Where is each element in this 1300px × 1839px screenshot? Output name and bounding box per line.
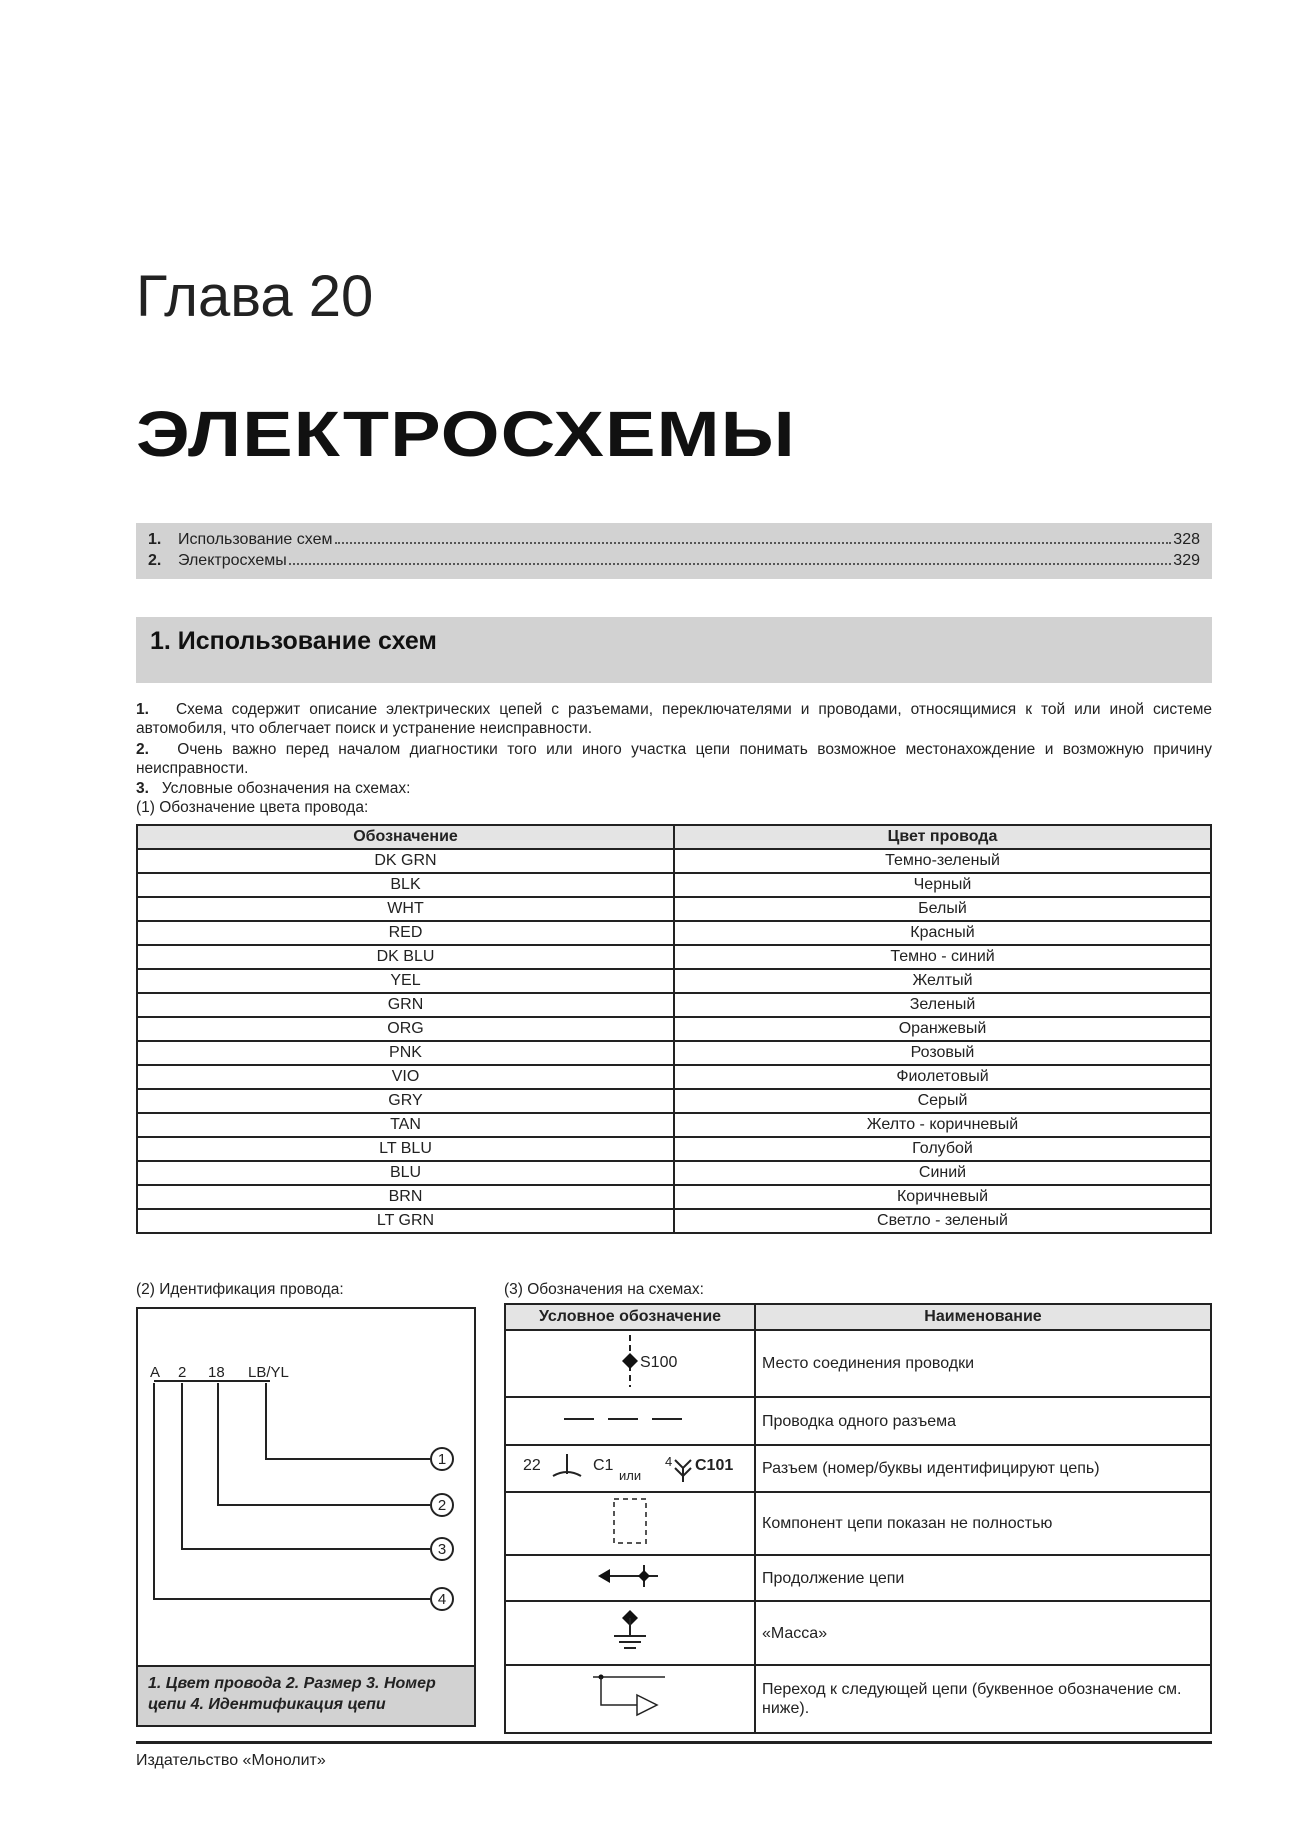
partial-component-symbol	[505, 1492, 755, 1555]
toc-page: 328	[1173, 531, 1200, 548]
wire-code-cell: YEL	[137, 969, 674, 993]
wire-code-cell: GRY	[137, 1089, 674, 1113]
table-row	[505, 1601, 1211, 1665]
symbol-name: Компонент цепи показан не полностью	[755, 1492, 1211, 1555]
wire-code-circuit: 18	[208, 1364, 225, 1381]
wire-code-cell: PNK	[137, 1041, 674, 1065]
wire-color-cell: Красный	[674, 921, 1211, 945]
ground-icon	[600, 1606, 660, 1656]
table-row	[137, 849, 1211, 873]
color-table-caption: (1) Обозначение цвета провода:	[136, 799, 369, 816]
footer-divider	[136, 1741, 1212, 1744]
table-row	[137, 1185, 1211, 1209]
wire-id-caption: (2) Идентификация провода:	[136, 1281, 344, 1298]
table-row	[137, 993, 1211, 1017]
single-connector-symbol	[505, 1397, 755, 1445]
table-row	[137, 945, 1211, 969]
table-row	[137, 1113, 1211, 1137]
transition-arrow-icon	[585, 1669, 675, 1725]
table-row	[505, 1445, 1211, 1492]
wire-code-cell: BLK	[137, 873, 674, 897]
table-row	[505, 1397, 1211, 1445]
table-row	[137, 1017, 1211, 1041]
wire-code-cell: DK GRN	[137, 849, 674, 873]
wire-code-cell: ORG	[137, 1017, 674, 1041]
paragraph-number: 2.	[136, 741, 149, 758]
table-row	[137, 1209, 1211, 1233]
wire-color-cell: Темно-зеленый	[674, 849, 1211, 873]
column-header: Наименование	[755, 1304, 1211, 1330]
column-header: Обозначение	[137, 825, 674, 849]
table-row	[137, 1161, 1211, 1185]
wire-code-cell: DK BLU	[137, 945, 674, 969]
wire-code-cell: RED	[137, 921, 674, 945]
wire-color-cell: Серый	[674, 1089, 1211, 1113]
wire-color-cell: Фиолетовый	[674, 1065, 1211, 1089]
table-row	[137, 921, 1211, 945]
wire-color-table	[136, 824, 1212, 1234]
publisher: Издательство «Монолит»	[136, 1752, 326, 1769]
symbol-name: Продолжение цепи	[755, 1555, 1211, 1601]
connector-symbol	[505, 1445, 755, 1492]
marker-2: 2	[437, 1497, 447, 1514]
symbol-name: «Масса»	[755, 1601, 1211, 1665]
paragraph-text: Схема содержит описание электрических цепей с разъемами, переключателями и проводами, относящимися к той или иной системе автомобиля, что облегчает поиск и устранение неисправности.	[136, 701, 1213, 737]
marker-3: 3	[437, 1541, 447, 1558]
wire-color-cell: Темно - синий	[674, 945, 1211, 969]
wire-color-cell: Желто - коричневый	[674, 1113, 1211, 1137]
marker-4: 4	[437, 1591, 447, 1608]
wire-color-cell: Белый	[674, 897, 1211, 921]
chapter-title: ЭЛЕКТРОСХЕМЫ	[136, 398, 796, 470]
paragraph-text: Условные обозначения на схемах:	[161, 780, 411, 797]
wire-color-cell: Зеленый	[674, 993, 1211, 1017]
toc-page: 329	[1173, 552, 1200, 569]
ground-symbol	[505, 1601, 755, 1665]
splice-icon	[560, 1331, 700, 1391]
table-row	[137, 873, 1211, 897]
symbol-name: Разъем (номер/буквы идентифицируют цепь)	[755, 1445, 1211, 1492]
table-row	[505, 1492, 1211, 1555]
wire-code-size: 2	[178, 1364, 187, 1381]
connector-pin-2: 4	[665, 1454, 673, 1469]
column-header: Условное обозначение	[505, 1304, 755, 1330]
splice-symbol	[505, 1330, 755, 1397]
connector-id-2: C101	[695, 1457, 734, 1474]
wire-color-cell: Синий	[674, 1161, 1211, 1185]
symbols-caption: (3) Обозначения на схемах:	[504, 1281, 704, 1298]
table-row	[137, 1065, 1211, 1089]
marker-1: 1	[437, 1451, 447, 1468]
table-row	[137, 1137, 1211, 1161]
wire-id-graphic	[138, 1309, 474, 1665]
dashed-line-icon	[560, 1409, 700, 1429]
toc-text: Электросхемы	[178, 552, 287, 569]
wire-color-cell: Оранжевый	[674, 1017, 1211, 1041]
toc-text: Использование схем	[178, 531, 333, 548]
splice-label: S100	[640, 1354, 678, 1371]
symbol-name: Место соединения проводки	[755, 1330, 1211, 1397]
toc-number: 1.	[148, 531, 162, 548]
wire-code-cell: LT BLU	[137, 1137, 674, 1161]
wire-id-diagram	[136, 1307, 476, 1727]
connector-id: C1	[593, 1457, 614, 1474]
table-row	[137, 969, 1211, 993]
toc-leader	[289, 563, 1172, 565]
symbols-table	[504, 1303, 1212, 1734]
paragraph	[136, 740, 1212, 778]
paragraph	[136, 700, 1212, 738]
wire-code-cell: WHT	[137, 897, 674, 921]
wire-code-cell: LT GRN	[137, 1209, 674, 1233]
wire-code-cell: TAN	[137, 1113, 674, 1137]
connector-pin: 22	[523, 1457, 541, 1474]
toc-leader	[335, 542, 1172, 544]
wire-color-cell: Черный	[674, 873, 1211, 897]
paragraph-number: 1.	[136, 701, 149, 718]
toc-item[interactable]	[148, 552, 1200, 572]
table-row	[505, 1555, 1211, 1601]
wire-color-cell: Розовый	[674, 1041, 1211, 1065]
wire-code-cell: BLU	[137, 1161, 674, 1185]
table-row	[505, 1330, 1211, 1397]
table-row	[137, 1041, 1211, 1065]
wire-code-cell: BRN	[137, 1185, 674, 1209]
arrow-left-icon	[590, 1559, 670, 1593]
wire-code-cell: GRN	[137, 993, 674, 1017]
toc-item[interactable]	[148, 531, 1200, 551]
next-circuit-symbol	[505, 1665, 755, 1733]
paragraph-text: Очень важно перед началом диагностики того или иного участка цепи понимать возможное местонахождение и возможную причину неисправности.	[136, 741, 1212, 777]
color-table-body	[137, 849, 1211, 1233]
table-row	[137, 897, 1211, 921]
toc-number: 2.	[148, 552, 162, 569]
wire-color-cell: Голубой	[674, 1137, 1211, 1161]
wire-color-cell: Желтый	[674, 969, 1211, 993]
symbol-name: Проводка одного разъема	[755, 1397, 1211, 1445]
table-row	[137, 1089, 1211, 1113]
wire-code-a: A	[150, 1364, 161, 1381]
section-title: 1. Использование схем	[150, 627, 437, 655]
section-header	[136, 617, 1212, 683]
chapter-label: Глава 20	[136, 264, 374, 329]
continuation-symbol	[505, 1555, 755, 1601]
table-row	[505, 1665, 1211, 1733]
paragraph	[136, 779, 1212, 798]
connector-icon	[515, 1446, 745, 1486]
column-header: Цвет провода	[674, 825, 1211, 849]
wire-color-cell: Коричневый	[674, 1185, 1211, 1209]
dashed-box-icon	[600, 1493, 660, 1549]
wire-color-cell: Светло - зеленый	[674, 1209, 1211, 1233]
paragraph-number: 3.	[136, 780, 149, 797]
wire-code-cell: VIO	[137, 1065, 674, 1089]
wire-code-color: LB/YL	[248, 1364, 289, 1381]
table-of-contents	[136, 523, 1212, 579]
connector-or: или	[619, 1468, 642, 1483]
wire-id-legend: 1. Цвет провода 2. Размер 3. Номер цепи 4. Идентификация цепи	[138, 1665, 474, 1725]
symbol-name: Переход к следующей цепи (буквенное обозначение см. ниже).	[755, 1665, 1211, 1733]
